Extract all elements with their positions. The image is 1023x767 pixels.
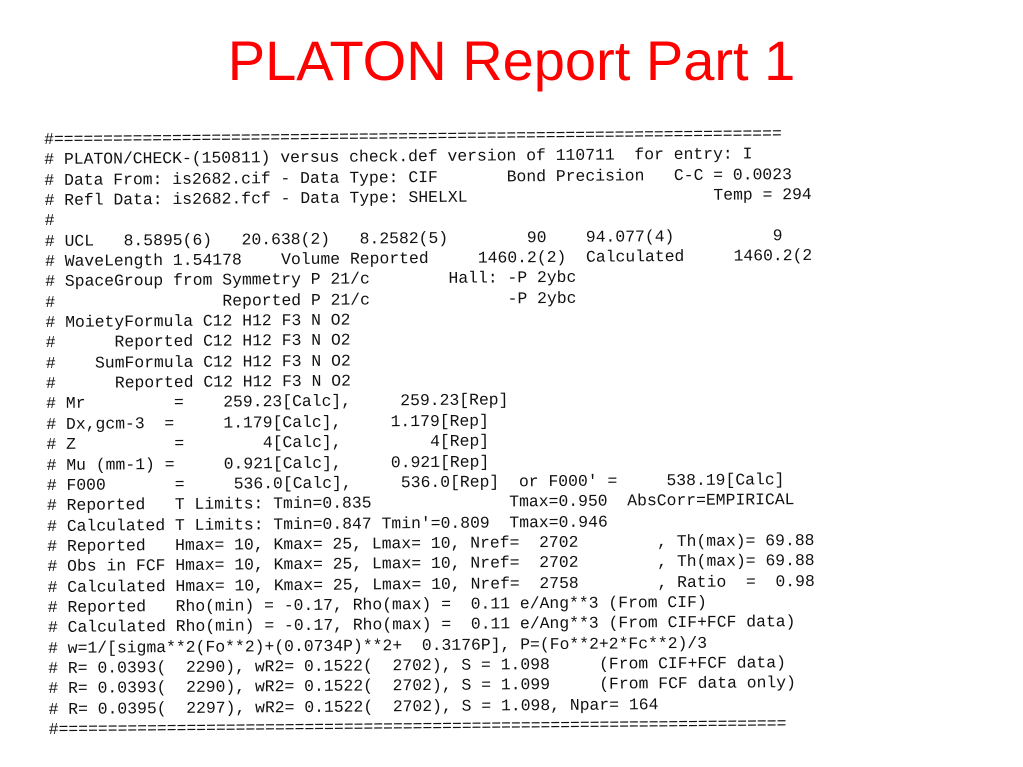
platon-report [44,123,969,741]
report-line: # Calculated Rho(min) = -0.17, Rho(max) = 0.11 e/Ang**3 (From CIF+FCF data) [47,612,796,638]
report-line: # F000 = 536.0[Calc], 536.0[Rep] or F000' = 538.19[Calc] [46,470,785,495]
report-line: # PLATON/CHECK-(150811) versus check.def version of 110711 for entry: I [44,144,753,170]
report-line: # Reported C12 H12 F3 N O2 [45,331,351,353]
report-line: # Calculated Hmax= 10, Kmax= 25, Lmax= 10, Nref= 2758 , Ratio = 0.98 [47,571,815,597]
report-line: # Calculated T Limits: Tmin=0.847 Tmin'=0.809 Tmax=0.946 [47,512,608,536]
report-line: #========================================================================== [48,714,787,739]
report-line: # Data From: is2682.cif - Data Type: CIF Bond Precision C-C = 0.0023 [44,164,792,190]
report-line: # Obs in FCF Hmax= 10, Kmax= 25, Lmax= 10, Nref= 2702 , Th(max)= 69.88 [47,551,815,577]
report-line: # Reported P 21/c -P 2ybc [45,288,577,312]
report-line: # R= 0.0395( 2297), wR2= 0.1522( 2702), S = 1.098, Npar= 164 [48,694,659,719]
report-line: # UCL 8.5895(6) 20.638(2) 8.2582(5) 90 94.077(4) 9 [44,225,783,251]
report-line: # Z = 4[Calc], 4[Rep] [46,431,490,455]
report-line: # Dx,gcm-3 = 1.179[Calc], 1.179[Rep] [46,411,489,434]
slide-title: PLATON Report Part 1 [227,29,796,92]
report-line: # Reported T Limits: Tmin=0.835 Tmax=0.950 AbsCorr=EMPIRICAL [46,490,795,516]
report-line: # WaveLength 1.54178 Volume Reported 1460.2(2) Calculated 1460.2(2 [44,246,813,272]
report-line: # SumFormula C12 H12 F3 N O2 [45,351,351,373]
report-line: # Reported Rho(min) = -0.17, Rho(max) = 0.11 e/Ang**3 (From CIF) [47,592,707,617]
report-line: # Refl Data: is2682.fcf - Data Type: SHELXL Temp = 294 [44,185,812,211]
report-line: # [44,211,55,231]
report-line: # MoietyFormula C12 H12 F3 N O2 [45,310,351,333]
report-line: # Reported C12 H12 F3 N O2 [45,371,351,394]
report-line: #========================================================================== [44,124,782,149]
report-line: # R= 0.0393( 2290), wR2= 0.1522( 2702), S = 1.099 (From FCF data only) [48,673,796,699]
report-line: # Reported Hmax= 10, Kmax= 25, Lmax= 10, Nref= 2702 , Th(max)= 69.88 [47,530,815,556]
report-line: # Mr = 259.23[Calc], 259.23[Rep] [46,390,509,414]
report-line: # w=1/[sigma**2(Fo**2)+(0.0734P)**2+ 0.3176P], P=(Fo**2+2*Fc**2)/3 [47,633,708,658]
report-line: # SpaceGroup from Symmetry P 21/c Hall: -P 2ybc [45,268,577,292]
report-line: # R= 0.0393( 2290), wR2= 0.1522( 2702), S = 1.098 (From CIF+FCF data) [48,653,786,678]
report-line: # Mu (mm-1) = 0.921[Calc], 0.921[Rep] [46,452,490,475]
